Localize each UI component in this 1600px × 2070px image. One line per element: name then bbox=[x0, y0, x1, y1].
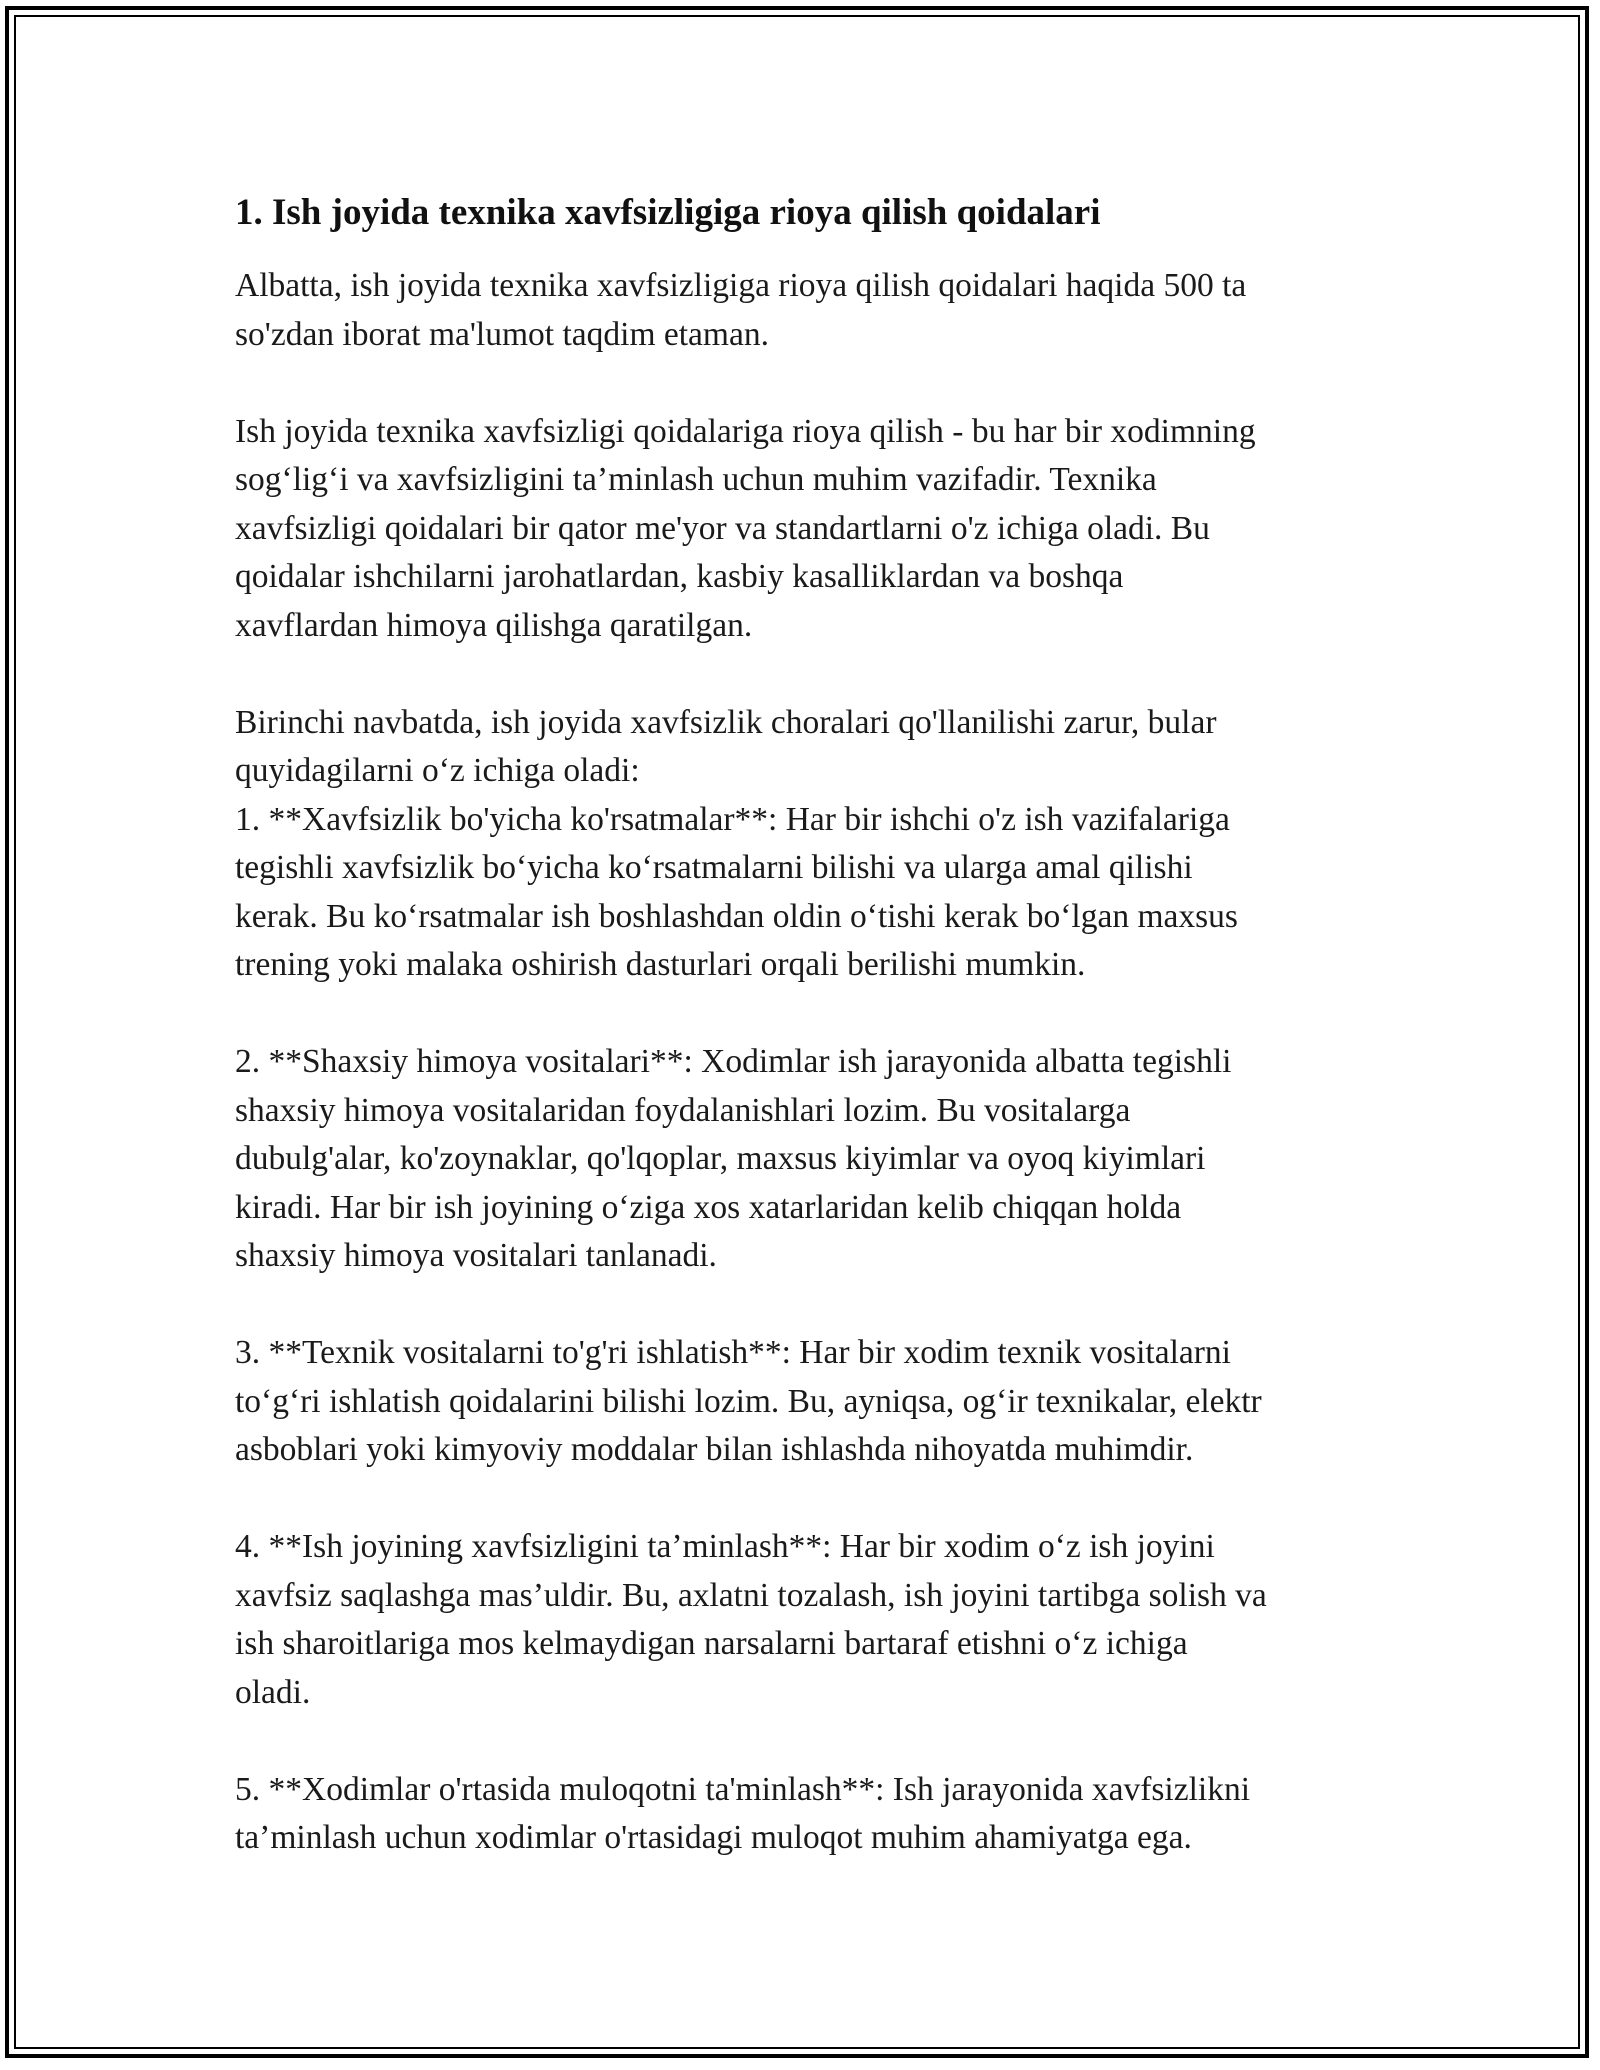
paragraph-gap bbox=[235, 1475, 1375, 1524]
overview-paragraph: Ish joyida texnika xavfsizligi qoidalariga rioya qilish - bu har bir xodimning sog‘lig‘i va xavfsizligini ta’minlash uchun muhim vazifadir. Texnika xavfsizligi qoidalari bir qator me'yor va standartlarni o'z ichiga oladi. Bu qoidalar ishchilarni jarohatlardan, kasbiy kasalliklardan va boshqa xavflardan himoya qilishga qaratilgan. bbox=[235, 412, 1256, 644]
rule-item-4: 4. **Ish joyining xavfsizligini ta’minlash**: Har bir xodim o‘z ish joyini xavfsiz saqlashga mas’uldir. Bu, axlatni tozalash, ish joyini tartibga solish va ish sharoitlariga mos kelmaydigan narsalarni bartaraf etishni o‘z ichiga oladi. bbox=[235, 1528, 1267, 1711]
intro-paragraph: Albatta, ish joyida texnika xavfsizligiga rioya qilish qoidalari haqida 500 ta so'zdan iborat ma'lumot taqdim etaman. bbox=[235, 267, 1247, 353]
paragraph-gap bbox=[235, 650, 1375, 699]
document-body bbox=[235, 186, 1375, 1863]
rule-item-1: Birinchi navbatda, ish joyida xavfsizlik choralari qo'llanilishi zarur, bular quyidagilarni o‘z ichiga oladi: 1. **Xavfsizlik bo'yicha ko'rsatmalar**: Har bir ishchi o'z ish vazifalariga tegishli xavfsizlik bo‘yicha ko‘rsatmalarni bilishi va ularga amal qilishi kerak. Bu ko‘rsatmalar ish boshlashdan oldin o‘tishi kerak bo‘lgan maxsus trening yoki malaka oshirish dasturlari orqali berilishi mumkin. bbox=[235, 703, 1238, 983]
document-heading: 1. Ish joyida texnika xavfsizligiga rioya qilish qoidalari bbox=[235, 192, 1101, 233]
paragraph-gap bbox=[235, 359, 1375, 408]
paragraph-gap bbox=[235, 1717, 1375, 1766]
rule-item-3: 3. **Texnik vositalarni to'g'ri ishlatish**: Har bir xodim texnik vositalarni to‘g‘ri ishlatish qoidalarini bilishi lozim. Bu, ayniqsa, og‘ir texnikalar, elektr asboblari yoki kimyoviy moddalar bilan ishlashda nihoyatda muhimdir. bbox=[235, 1334, 1262, 1468]
paragraph-gap bbox=[235, 1281, 1375, 1330]
rule-item-5: 5. **Xodimlar o'rtasida muloqotni ta'minlash**: Ish jarayonida xavfsizlikni ta’minlash uchun xodimlar o'rtasidagi muloqot muhim ahamiyatga ega. bbox=[235, 1770, 1251, 1856]
rule-item-2: 2. **Shaxsiy himoya vositalari**: Xodimlar ish jarayonida albatta tegishli shaxsiy himoya vositalaridan foydalanishlari lozim. Bu vositalarga dubulg'alar, ko'zoynaklar, qo'lqoplar, maxsus kiyimlar va oyoq kiyimlari kiradi. Har bir ish joyining o‘ziga xos xatarlaridan kelib chiqqan holda shaxsiy himoya vositalari tanlanadi. bbox=[235, 1043, 1232, 1274]
paragraph-gap bbox=[235, 990, 1375, 1039]
